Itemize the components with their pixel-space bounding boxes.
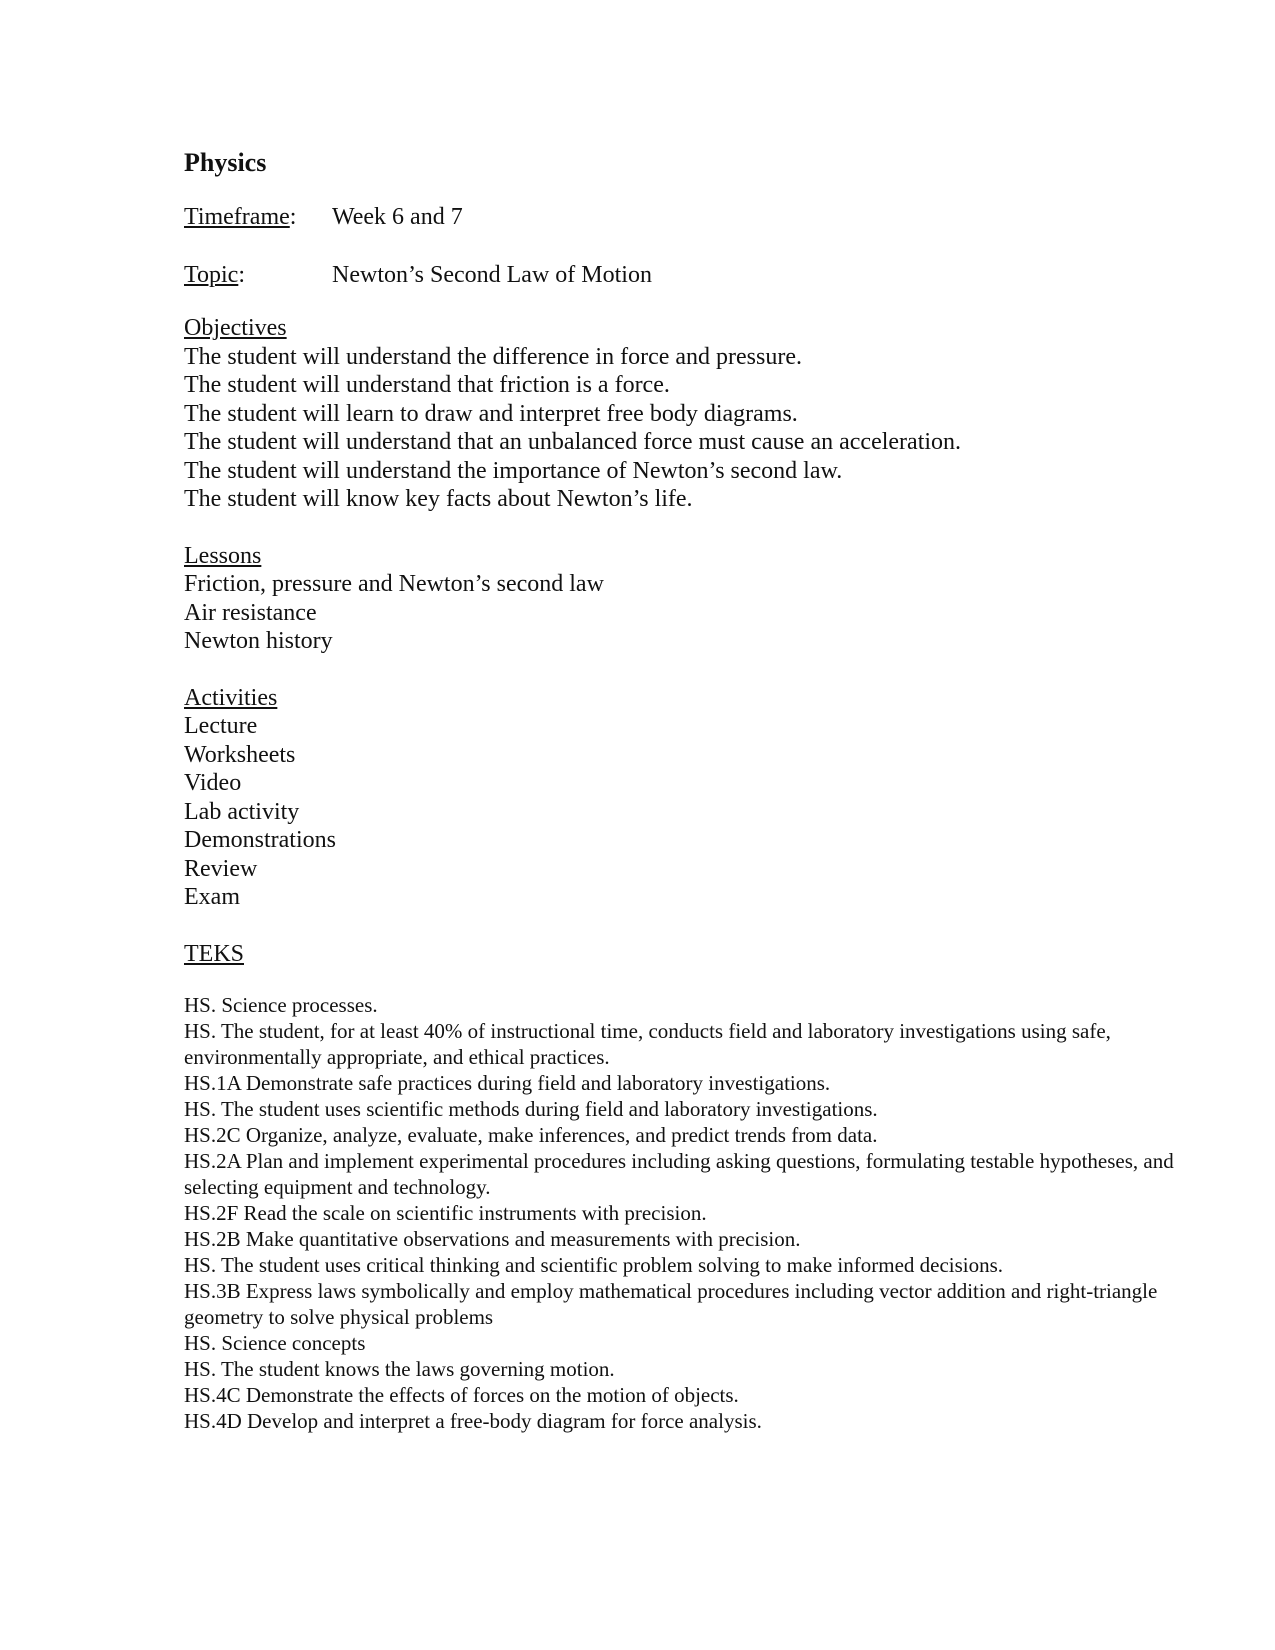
teks-item: HS.2F Read the scale on scientific instruments with precision. xyxy=(184,1200,707,1225)
teks-item: HS.4C Demonstrate the effects of forces on the motion of objects. xyxy=(184,1382,739,1407)
teks-item: HS.4D Develop and interpret a free-body diagram for force analysis. xyxy=(184,1408,762,1433)
objective-item: The student will understand that an unbalanced force must cause an acceleration. xyxy=(184,429,962,455)
teks-heading: TEKS xyxy=(184,940,244,967)
teks-item: HS.2A Plan and implement experimental procedures including asking questions, formulating testable hypotheses, and selecting equipment and technology. xyxy=(184,1148,1174,1199)
teks-item: HS.3B Express laws symbolically and employ mathematical procedures including vector addition and right-triangle geometry to solve physical problems xyxy=(184,1278,1158,1329)
activities-heading: Activities xyxy=(184,684,278,711)
objective-item: The student will understand the importance of Newton’s second law. xyxy=(184,457,843,484)
topic-field xyxy=(184,260,1184,290)
activity-item: Demonstrations xyxy=(184,827,336,853)
timeframe-value: Week 6 and 7 xyxy=(332,204,463,230)
teks-item: HS.2B Make quantitative observations and measurements with precision. xyxy=(184,1226,801,1251)
objective-item: The student will understand the difference in force and pressure. xyxy=(184,343,802,370)
teks-item: HS. The student, for at least 40% of instructional time, conducts field and laboratory investigations using safe, environmentally appropriate, and ethical practices. xyxy=(184,1018,1111,1069)
objective-item: The student will know key facts about Newton’s life. xyxy=(184,486,693,512)
teks-item: HS.1A Demonstrate safe practices during field and laboratory investigations. xyxy=(184,1070,831,1095)
topic-value: Newton’s Second Law of Motion xyxy=(332,262,652,288)
activity-item: Worksheets xyxy=(184,741,296,768)
activity-item: Video xyxy=(184,770,242,796)
document-title: Physics xyxy=(184,148,267,177)
lessons-section xyxy=(184,542,1184,656)
activity-item: Lecture xyxy=(184,713,258,739)
teks-section xyxy=(184,940,1184,1434)
lessons-heading: Lessons xyxy=(184,542,262,569)
lesson-item: Newton history xyxy=(184,628,333,654)
activity-item: Exam xyxy=(184,884,240,910)
objectives-section xyxy=(184,314,1184,514)
teks-item: HS. Science concepts xyxy=(184,1330,366,1355)
objective-item: The student will understand that friction is a force. xyxy=(184,372,670,398)
timeframe-label: Timeframe: xyxy=(184,204,297,230)
teks-item: HS. The student uses critical thinking and scientific problem solving to make informed decisions. xyxy=(184,1252,1004,1277)
teks-item: HS. The student knows the laws governing motion. xyxy=(184,1356,615,1381)
document-page xyxy=(184,148,1184,1434)
teks-item: HS. The student uses scientific methods during field and laboratory investigations. xyxy=(184,1096,878,1121)
topic-label: Topic: xyxy=(184,262,245,288)
objective-item: The student will learn to draw and interpret free body diagrams. xyxy=(184,400,798,427)
activity-item: Lab activity xyxy=(184,798,300,825)
activity-item: Review xyxy=(184,855,258,882)
teks-item: HS. Science processes. xyxy=(184,992,378,1017)
objectives-heading: Objectives xyxy=(184,315,287,341)
lesson-item: Air resistance xyxy=(184,599,317,626)
activities-section xyxy=(184,684,1184,912)
lesson-item: Friction, pressure and Newton’s second law xyxy=(184,571,604,597)
teks-item: HS.2C Organize, analyze, evaluate, make inferences, and predict trends from data. xyxy=(184,1122,878,1147)
timeframe-field xyxy=(184,202,1184,232)
